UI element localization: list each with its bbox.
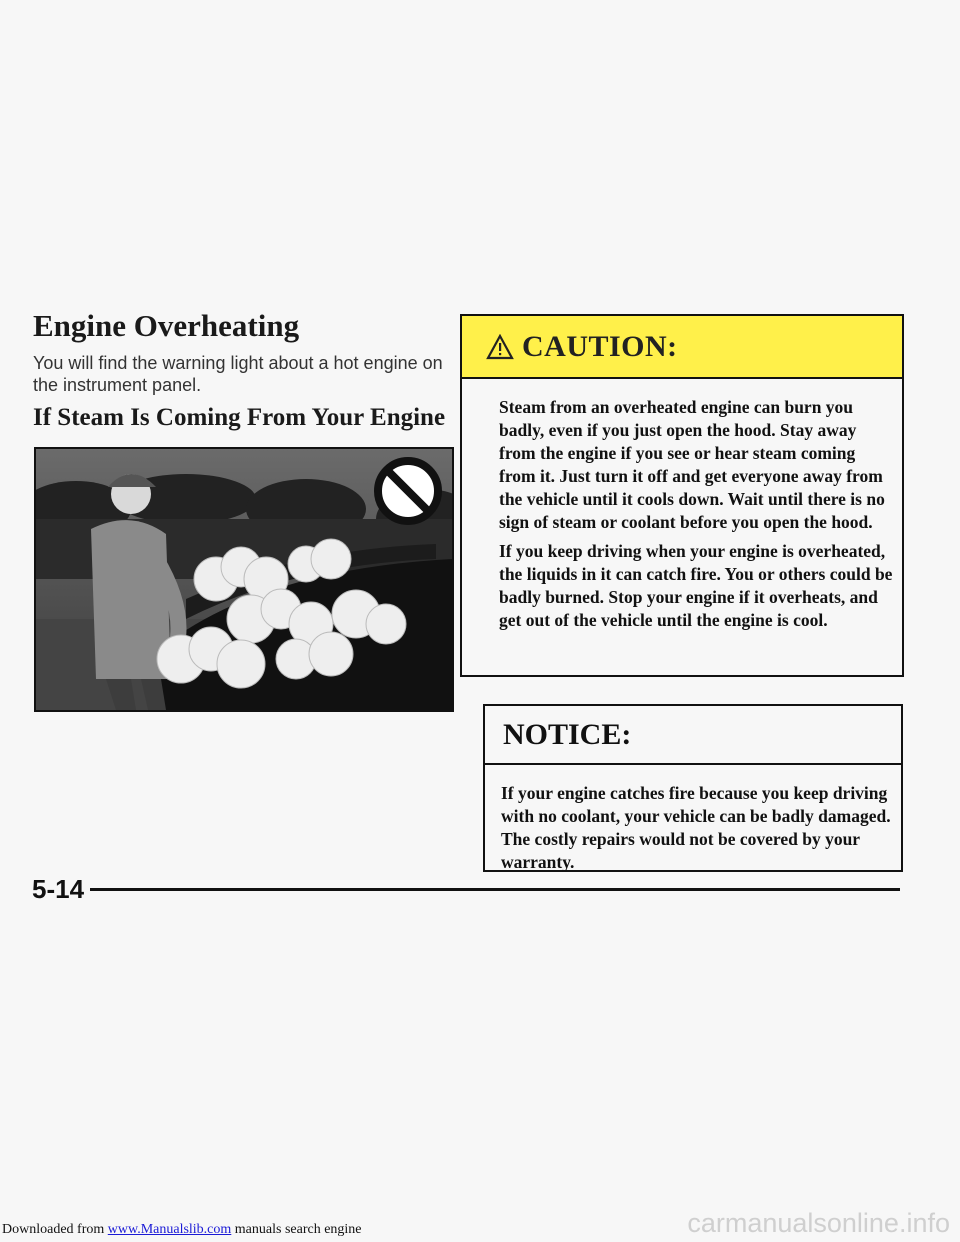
subsection-title: If Steam Is Coming From Your Engine: [33, 404, 446, 431]
caution-title: CAUTION:: [522, 330, 678, 363]
caution-paragraph-1: Steam from an overheated engine can burn you badly, even if you just open the hood. Stay away from the engine if you see or hear steam coming from it. Just turn it off and get everyone away from the vehicle until it cools down. Wait until there is no sign of steam or coolant before you open the hood.: [499, 397, 885, 532]
download-prefix: Downloaded from: [2, 1222, 105, 1237]
notice-header: [485, 706, 901, 765]
steam-illustration: [34, 447, 454, 712]
caution-paragraph-2: If you keep driving when your engine is overheated, the liquids in it can catch fire. You or others could be badly burned. Stop your engine if it overheats, and get out of the vehicle until the engine is cool.: [499, 541, 893, 630]
watermark: carmanualsonline.info: [687, 1208, 950, 1238]
notice-title: NOTICE:: [503, 718, 632, 751]
warning-triangle-icon: [486, 334, 514, 360]
notice-body: If your engine catches fire because you keep driving with no coolant, your vehicle can be badly damaged. The costly repairs would not be covered by your warranty.: [501, 783, 891, 872]
footer-rule: [90, 888, 900, 891]
prohibition-icon: [378, 461, 438, 521]
section-title: Engine Overheating: [33, 308, 300, 343]
download-suffix: manuals search engine: [234, 1222, 362, 1237]
caution-box: [460, 314, 904, 677]
download-bar: [2, 1222, 362, 1238]
notice-box: [483, 704, 903, 872]
caution-body: [499, 396, 894, 638]
page-number: 5-14: [32, 874, 85, 904]
intro-text: You will find the warning light about a hot engine on the instrument panel.: [33, 353, 443, 395]
manualslib-link[interactable]: www.Manualslib.com: [107, 1222, 232, 1237]
caution-header: [462, 316, 902, 379]
